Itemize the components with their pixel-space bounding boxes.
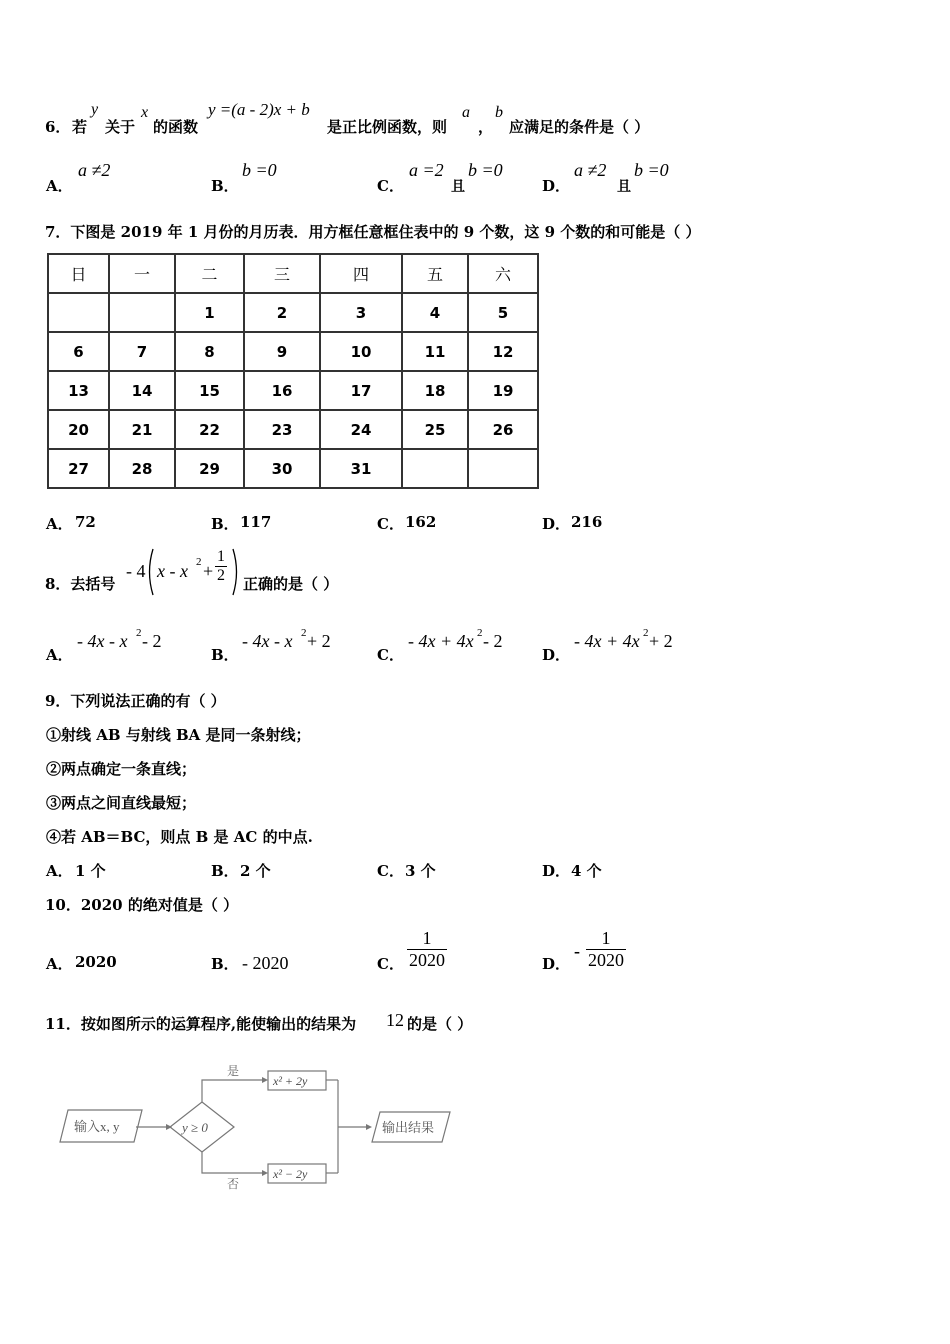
q7-option-c-label: C． (377, 515, 404, 533)
q8-option-c-rest: - 2 (483, 631, 503, 651)
q8-plus: + (203, 561, 214, 581)
calendar-cell: 27 (48, 449, 109, 488)
calendar-row (48, 332, 538, 371)
q10-option-b-label: B． (211, 955, 239, 973)
calendar-header-cell: 四 (320, 254, 402, 293)
q6-option-a-label: A． (46, 177, 73, 195)
q9-option-b-label: B． (211, 862, 239, 880)
q10-option-c-num: 1 (407, 928, 447, 950)
q9-option-d-label: D． (542, 862, 571, 880)
calendar-cell: 4 (402, 293, 468, 332)
q6-var-b: b (495, 104, 503, 121)
calendar-cell: 22 (175, 410, 244, 449)
q9-option-a-value: 1 个 (75, 862, 106, 880)
q10-option-c-den: 2020 (409, 950, 445, 970)
calendar-header-cell: 一 (109, 254, 175, 293)
q10-option-c-label: C． (377, 955, 404, 973)
q11-value: 12 (386, 1010, 404, 1030)
calendar-table (47, 253, 539, 489)
q7-option-b-label: B． (211, 515, 239, 533)
calendar-cell: 28 (109, 449, 175, 488)
q9-option-b-value: 2 个 (240, 862, 271, 880)
calendar-cell: 1 (175, 293, 244, 332)
calendar-header-cell: 六 (468, 254, 538, 293)
calendar-cell: 17 (320, 371, 402, 410)
q8-option-d-label: D． (542, 646, 571, 664)
q9-option-c-label: C． (377, 862, 404, 880)
q8-coefficient: - 4 (126, 561, 146, 581)
q6-option-d-conj: 且 (617, 179, 631, 195)
calendar-header-cell: 日 (48, 254, 109, 293)
q11-text-1: 11．按如图所示的运算程序,能使输出的结果为 (45, 1015, 357, 1033)
calendar-cell: 7 (109, 332, 175, 371)
q10-option-c-fraction (407, 928, 447, 971)
q7-option-d-value: 216 (571, 513, 603, 531)
calendar-cell: 26 (468, 410, 538, 449)
q6-text-5: ， (478, 118, 494, 136)
q8-option-d-rest: + 2 (649, 631, 673, 651)
q7-text: 7．下图是 2019 年 1 月份的月历表．用方框任意框住表中的 9 个数，这 9 个数的和可能是（ ） (45, 223, 701, 241)
calendar-cell: 3 (320, 293, 402, 332)
calendar-cell: 11 (402, 332, 468, 371)
q8-option-b-expr: - 4x - x (242, 631, 293, 651)
q9-option-c-value: 3 个 (405, 862, 436, 880)
q8-tail: 正确的是（ ） (243, 575, 339, 593)
q9-statement: ④若 AB＝BC，则点 B 是 AC 的中点. (46, 828, 313, 846)
q6-option-b-expr: b =0 (242, 160, 277, 180)
q7-option-a-value: 72 (75, 513, 96, 531)
left-paren-icon (145, 547, 155, 597)
calendar-cell: 15 (175, 371, 244, 410)
q6-text-1: 若 (72, 118, 88, 136)
q9-statement: ①射线 AB 与射线 BA 是同一条射线； (46, 726, 311, 744)
calendar-cell: 30 (244, 449, 320, 488)
calendar-cell: 23 (244, 410, 320, 449)
calendar-cell: 31 (320, 449, 402, 488)
calendar-cell: 16 (244, 371, 320, 410)
calendar-header-cell: 二 (175, 254, 244, 293)
top-expr-label: x² + 2y (273, 1074, 308, 1088)
calendar-row (48, 449, 538, 488)
q8-option-a-expr: - 4x - x (77, 631, 128, 651)
q8-fraction-num: 1 (217, 548, 225, 565)
q9-statement: ②两点确定一条直线； (46, 760, 197, 778)
calendar-cell: 5 (468, 293, 538, 332)
calendar-cell (109, 293, 175, 332)
q10-option-b-value: - 2020 (242, 953, 289, 973)
calendar-cell: 9 (244, 332, 320, 371)
q8-option-d-sup: 2 (643, 627, 649, 639)
arrow-icon (262, 1170, 268, 1176)
q11-text-2: 的是（ ） (407, 1015, 473, 1033)
q8-fraction-den: 2 (217, 567, 225, 584)
q7-option-c-value: 162 (405, 513, 437, 531)
calendar-cell (48, 293, 109, 332)
q6-expression: y =(a - 2)x + b (208, 100, 310, 119)
q6-text-3: 的函数 (153, 118, 199, 136)
input-label: 输入x, y (74, 1119, 120, 1134)
q10-option-a-value: 2020 (75, 953, 117, 971)
right-paren-icon (231, 547, 241, 597)
q8-option-d-expr: - 4x + 4x (574, 631, 640, 651)
q8-option-c-expr: - 4x + 4x (408, 631, 474, 651)
q6-option-d-label: D． (542, 177, 571, 195)
q8-inner-sup: 2 (196, 556, 202, 568)
q9-statement: ③两点之间直线最短； (46, 794, 197, 812)
q7-option-b-value: 117 (240, 513, 272, 531)
q6-option-c-expr1: a =2 (409, 160, 444, 180)
q6-text-2: 关于 (105, 118, 136, 136)
q7-option-a-label: A． (46, 515, 73, 533)
q6-var-y: y (91, 101, 99, 118)
no-label: 否 (227, 1177, 240, 1191)
calendar-cell: 21 (109, 410, 175, 449)
calendar-row (48, 410, 538, 449)
calendar-cell: 2 (244, 293, 320, 332)
output-label: 输出结果 (382, 1120, 435, 1135)
q8-option-b-rest: + 2 (307, 631, 331, 651)
arrow-icon (262, 1077, 268, 1083)
calendar-cell (468, 449, 538, 488)
calendar-cell: 19 (468, 371, 538, 410)
q10-option-d-fraction (586, 928, 626, 971)
q6-option-c-label: C． (377, 177, 404, 195)
q10-text: 10．2020 的绝对值是（ ） (45, 896, 239, 914)
q9-option-d-value: 4 个 (571, 862, 602, 880)
q10-option-d-sign: - (574, 941, 580, 961)
calendar-cell: 24 (320, 410, 402, 449)
calendar-header-cell: 三 (244, 254, 320, 293)
calendar-cell: 14 (109, 371, 175, 410)
q7-option-d-label: D． (542, 515, 571, 533)
q8-option-a-rest: - 2 (142, 631, 162, 651)
q8-inner-expr: x - x (157, 561, 188, 581)
q6-option-d-expr2: b =0 (634, 160, 669, 180)
arrow-icon (166, 1124, 172, 1130)
q8-option-b-sup: 2 (301, 627, 307, 639)
condition-label: y ≥ 0 (182, 1120, 208, 1135)
q6-option-a-expr: a ≠2 (78, 160, 111, 180)
calendar-header-cell: 五 (402, 254, 468, 293)
q6-number: 6． (45, 118, 71, 136)
calendar-cell: 6 (48, 332, 109, 371)
calendar-cell (402, 449, 468, 488)
q8-fraction (215, 548, 227, 585)
q8-option-a-label: A． (46, 646, 73, 664)
calendar-cell: 18 (402, 371, 468, 410)
calendar-row (48, 371, 538, 410)
q6-text-4: 是正比例函数，则 (327, 118, 448, 136)
calendar-row (48, 293, 538, 332)
calendar-cell: 29 (175, 449, 244, 488)
q10-option-a-label: A． (46, 955, 73, 973)
q6-option-b-label: B． (211, 177, 239, 195)
q8-option-a-sup: 2 (136, 627, 142, 639)
bottom-expr-label: x² − 2y (273, 1167, 308, 1181)
q8-number: 8．去括号 (45, 575, 116, 593)
q10-option-d-label: D． (542, 955, 571, 973)
q8-option-c-sup: 2 (477, 627, 483, 639)
q10-option-d-num: 1 (586, 928, 626, 950)
yes-label: 是 (227, 1064, 240, 1078)
q9-option-a-label: A． (46, 862, 73, 880)
q6-text-6: 应满足的条件是（ ） (509, 118, 650, 136)
calendar-cell: 8 (175, 332, 244, 371)
q6-option-d-expr1: a ≠2 (574, 160, 607, 180)
q6-option-c-conj: 且 (451, 179, 465, 195)
calendar-header-row (48, 254, 538, 293)
calendar-cell: 10 (320, 332, 402, 371)
q8-option-c-label: C． (377, 646, 404, 664)
calendar-cell: 25 (402, 410, 468, 449)
calendar-cell: 20 (48, 410, 109, 449)
q6-option-c-expr2: b =0 (468, 160, 503, 180)
arrow-icon (366, 1124, 372, 1130)
q9-text: 9．下列说法正确的有（ ） (45, 692, 226, 710)
flowchart (50, 1040, 470, 1210)
q6-var-x: x (141, 104, 149, 121)
q6-var-a: a (462, 104, 470, 121)
calendar-cell: 13 (48, 371, 109, 410)
calendar-cell: 12 (468, 332, 538, 371)
q8-option-b-label: B． (211, 646, 239, 664)
q10-option-d-den: 2020 (588, 950, 624, 970)
